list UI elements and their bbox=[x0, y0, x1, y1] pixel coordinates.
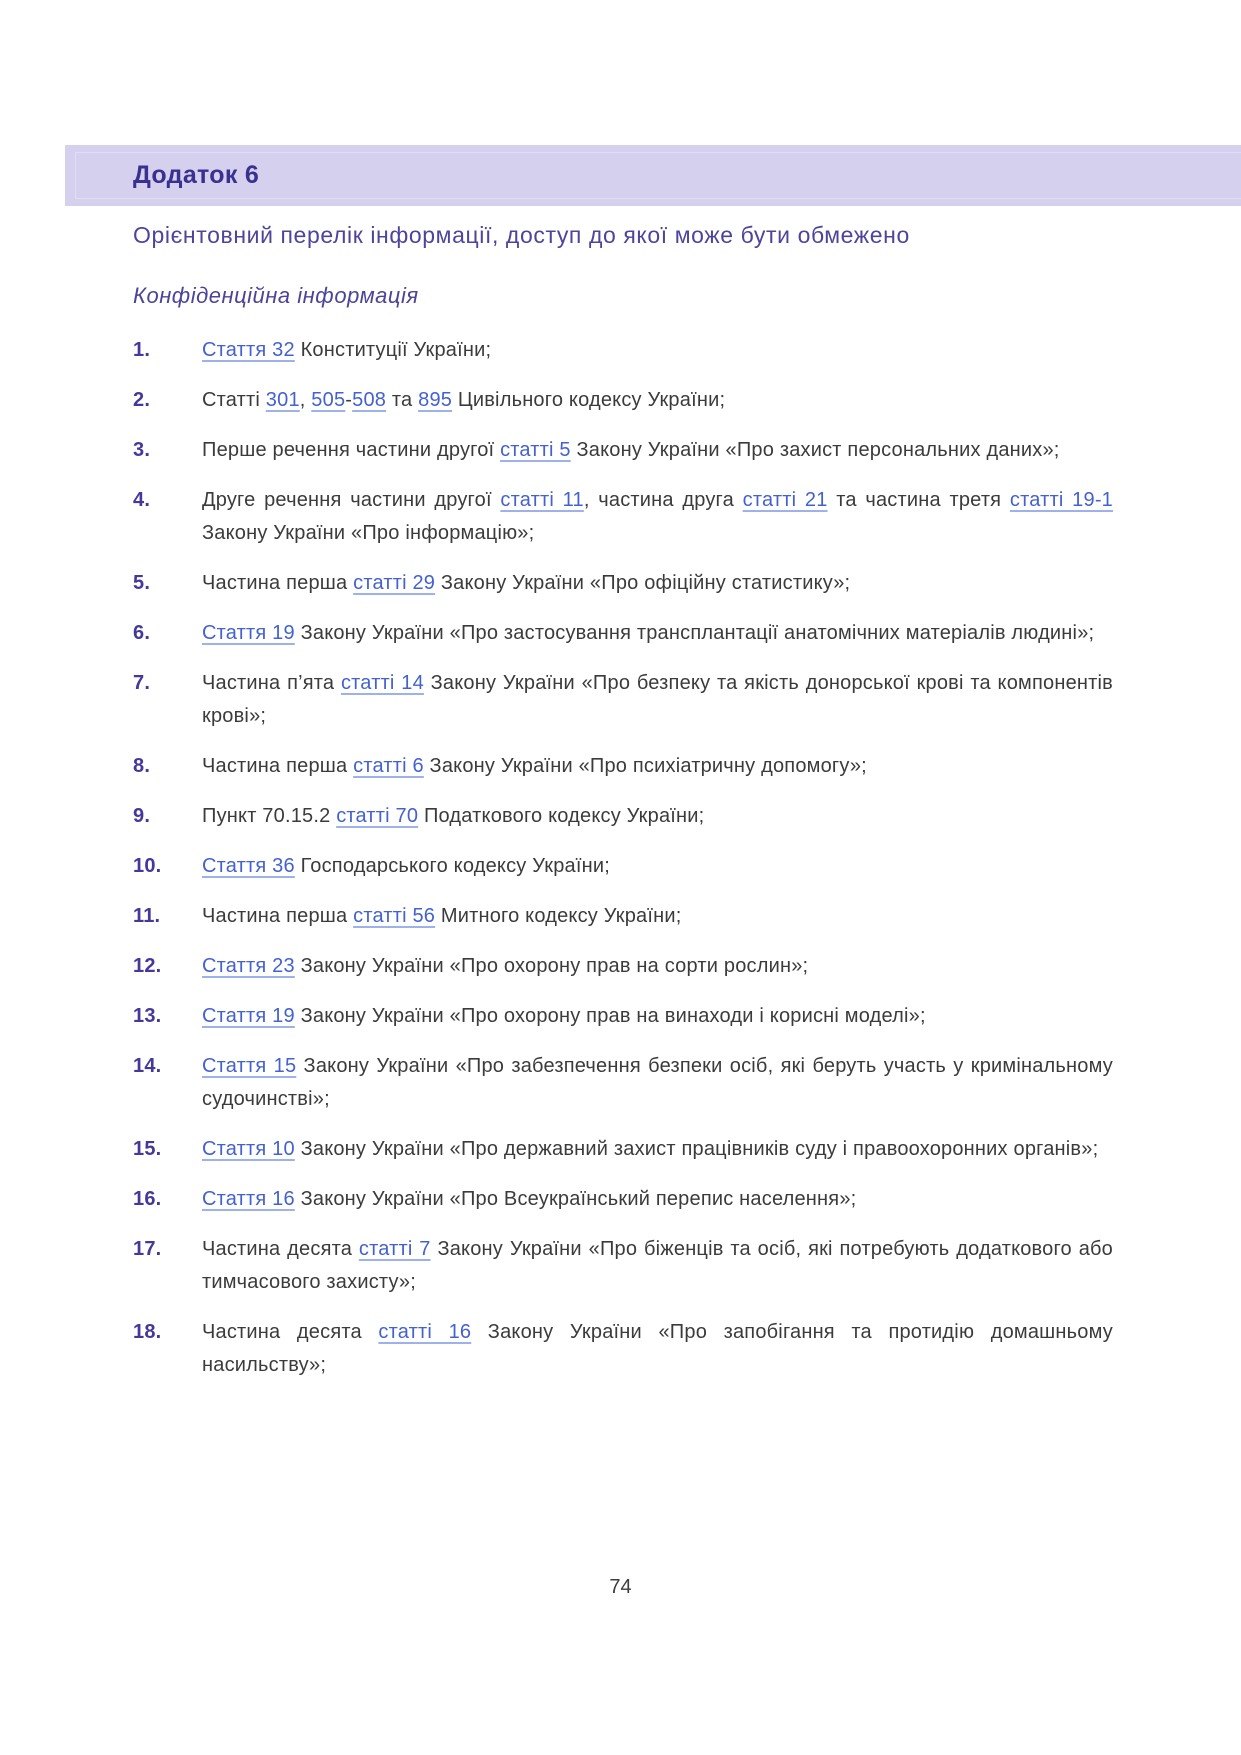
text-segment: , частина друга bbox=[583, 489, 743, 511]
list-item-number: 2. bbox=[133, 389, 151, 411]
list-item-text bbox=[202, 384, 1113, 417]
list-item-number: 12. bbox=[133, 955, 162, 977]
list-item-number: 8. bbox=[133, 755, 151, 777]
text-segment: Господарського кодексу України; bbox=[294, 855, 610, 877]
article-link[interactable]: статті 14 bbox=[340, 672, 424, 694]
list-item bbox=[133, 1000, 1113, 1033]
text-segment: Закону України «Про психіатричну допомогу»; bbox=[423, 755, 867, 777]
document-content bbox=[0, 206, 1241, 1399]
list-item-number: 5. bbox=[133, 572, 151, 594]
text-segment: Закону України «Про захист персональних даних»; bbox=[570, 439, 1060, 461]
text-segment: Конституції України; bbox=[294, 339, 492, 361]
text-segment: Частина десята bbox=[202, 1321, 379, 1343]
text-segment: Закону України «Про безпеку та якість донорської крові та компонентів крові»; bbox=[202, 672, 1113, 727]
list-item-text bbox=[202, 1050, 1113, 1116]
list-item-number: 9. bbox=[133, 805, 151, 827]
list-item bbox=[133, 850, 1113, 883]
article-link[interactable]: статті 7 bbox=[358, 1238, 431, 1260]
text-segment: Закону України «Про біженців та осіб, які потребують додаткового або тимчасового захисту»; bbox=[202, 1238, 1113, 1293]
list-item bbox=[133, 1233, 1113, 1299]
list-item bbox=[133, 334, 1113, 367]
text-segment: Статті bbox=[202, 389, 266, 411]
list-item bbox=[133, 900, 1113, 933]
page-subtitle: Орієнтовний перелік інформації, доступ до якої може бути обмежено bbox=[133, 222, 910, 248]
list-item-text bbox=[202, 750, 1113, 783]
list-item bbox=[133, 567, 1113, 600]
list-item-text bbox=[202, 617, 1113, 650]
list-item bbox=[133, 667, 1113, 733]
article-link[interactable]: Стаття 16 bbox=[202, 1188, 295, 1210]
list-item bbox=[133, 484, 1113, 550]
text-segment: та частина третя bbox=[827, 489, 1010, 511]
text-segment: Частина перша bbox=[202, 755, 354, 777]
page-footer bbox=[0, 1576, 1241, 1599]
article-link[interactable]: статті 56 bbox=[353, 905, 436, 927]
text-segment: Податкового кодексу України; bbox=[418, 805, 705, 827]
list-item-text bbox=[202, 1183, 1113, 1216]
list-item bbox=[133, 750, 1113, 783]
list-item bbox=[133, 1050, 1113, 1116]
text-segment: Митного кодексу України; bbox=[435, 905, 682, 927]
text-segment: , bbox=[299, 389, 312, 411]
list-item-text bbox=[202, 567, 1113, 600]
list-item-text bbox=[202, 434, 1113, 467]
article-link[interactable]: Стаття 19 bbox=[202, 622, 295, 644]
text-segment: Цивільного кодексу України; bbox=[452, 389, 726, 411]
text-segment: Закону України «Про забезпечення безпеки осіб, які беруть участь у кримінальному судочинстві»; bbox=[202, 1055, 1113, 1110]
text-segment: Пункт 70.15.2 bbox=[202, 805, 337, 827]
list-item-text bbox=[202, 1233, 1113, 1299]
list-item-text bbox=[202, 484, 1113, 550]
appendix-header-band bbox=[65, 145, 1241, 206]
list-item-number: 13. bbox=[133, 1005, 162, 1027]
page-number: 74 bbox=[609, 1576, 632, 1598]
list-item-text bbox=[202, 1316, 1113, 1382]
list-item bbox=[133, 384, 1113, 417]
list-item bbox=[133, 434, 1113, 467]
text-segment: Закону України «Про охорону прав на винаходи і корисні моделі»; bbox=[294, 1005, 926, 1027]
article-link[interactable]: Стаття 32 bbox=[202, 339, 295, 361]
list-item-number: 3. bbox=[133, 439, 151, 461]
list-item-text bbox=[202, 1000, 1113, 1033]
text-segment: Закону України «Про офіційну статистику»; bbox=[435, 572, 851, 594]
article-link[interactable]: статті 70 bbox=[336, 805, 419, 827]
article-link[interactable]: Стаття 23 bbox=[202, 955, 295, 977]
text-segment: Частина перша bbox=[202, 572, 354, 594]
article-link[interactable]: Стаття 36 bbox=[202, 855, 295, 877]
list-item-number: 17. bbox=[133, 1238, 162, 1260]
text-segment: Закону України «Про державний захист працівників суду і правоохоронних органів»; bbox=[294, 1138, 1099, 1160]
list-item-number: 7. bbox=[133, 672, 151, 694]
list-item-text bbox=[202, 667, 1113, 733]
text-segment: Закону України «Про інформацію»; bbox=[202, 522, 535, 544]
list-item-text bbox=[202, 1133, 1113, 1166]
list-item-number: 16. bbox=[133, 1188, 162, 1210]
list-item-text bbox=[202, 950, 1113, 983]
article-link[interactable]: статті 21 bbox=[742, 489, 828, 511]
list-item-number: 1. bbox=[133, 339, 151, 361]
text-segment: Друге речення частини другої bbox=[202, 489, 501, 511]
list-item bbox=[133, 950, 1113, 983]
article-link[interactable]: статті 5 bbox=[500, 439, 571, 461]
list-item-number: 15. bbox=[133, 1138, 162, 1160]
list-item bbox=[133, 1316, 1113, 1382]
list-item-number: 4. bbox=[133, 489, 151, 511]
article-link[interactable]: Стаття 19 bbox=[202, 1005, 295, 1027]
list-item-text bbox=[202, 900, 1113, 933]
article-link[interactable]: 508 bbox=[352, 389, 387, 411]
article-link[interactable]: статті 6 bbox=[353, 755, 424, 777]
list-item-number: 14. bbox=[133, 1055, 162, 1077]
list-item-number: 6. bbox=[133, 622, 151, 644]
list-item-number: 11. bbox=[133, 905, 161, 927]
text-segment: Частина десята bbox=[202, 1238, 359, 1260]
list-item bbox=[133, 1133, 1113, 1166]
list-item bbox=[133, 617, 1113, 650]
appendix-header-band-inner bbox=[75, 152, 1241, 199]
text-segment: Закону України «Про охорону прав на сорти рослин»; bbox=[294, 955, 809, 977]
list-item-number: 10. bbox=[133, 855, 162, 877]
text-segment: Перше речення частини другої bbox=[202, 439, 501, 461]
article-link[interactable]: 301 bbox=[265, 389, 300, 411]
article-link[interactable]: 505 bbox=[311, 389, 346, 411]
text-segment: Закону України «Про Всеукраїнський перепис населення»; bbox=[294, 1188, 857, 1210]
appendix-title: Додаток 6 bbox=[133, 161, 260, 189]
text-segment: Закону України «Про застосування трансплантації анатомічних матеріалів людині»; bbox=[294, 622, 1095, 644]
article-link[interactable]: Стаття 15 bbox=[202, 1055, 297, 1077]
text-segment: Закону України «Про запобігання та протидію домашньому насильству»; bbox=[202, 1321, 1113, 1376]
list-item-text bbox=[202, 800, 1113, 833]
text-segment: - bbox=[345, 389, 353, 411]
article-link[interactable]: статті 16 bbox=[378, 1321, 472, 1343]
list-item bbox=[133, 800, 1113, 833]
text-segment: Частина перша bbox=[202, 905, 354, 927]
list-item-text bbox=[202, 334, 1113, 367]
article-link[interactable]: Стаття 10 bbox=[202, 1138, 295, 1160]
article-link[interactable]: статті 11 bbox=[500, 489, 584, 511]
list-item-text bbox=[202, 850, 1113, 883]
law-references-list bbox=[133, 334, 1113, 1382]
list-item bbox=[133, 1183, 1113, 1216]
article-link[interactable]: статті 19-1 bbox=[1009, 489, 1113, 511]
text-segment: та bbox=[386, 389, 419, 411]
section-heading-confidential-info: Конфіденційна інформація bbox=[133, 283, 419, 308]
article-link[interactable]: статті 29 bbox=[353, 572, 436, 594]
article-link[interactable]: 895 bbox=[418, 389, 453, 411]
list-item-number: 18. bbox=[133, 1321, 162, 1343]
text-segment: Частина п’ята bbox=[202, 672, 341, 694]
